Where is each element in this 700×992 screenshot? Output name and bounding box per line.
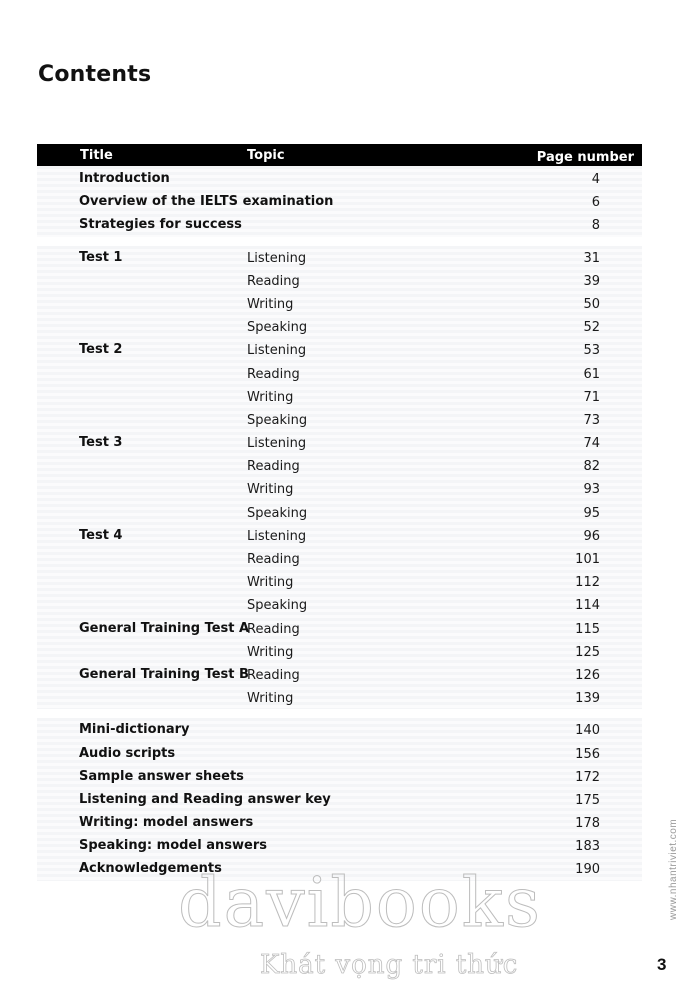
row-page: 112 [575,575,600,591]
toc-row[interactable] [37,477,642,500]
row-page: 4 [591,172,600,187]
toc-row[interactable] [37,570,642,593]
row-title: Speaking: model answers [79,838,267,854]
row-topic: Reading [247,552,300,567]
row-page: 74 [583,436,600,452]
toc-row[interactable] [37,617,642,640]
contents-table [37,144,642,881]
header-title: Title [80,148,113,163]
header-page-number: Page number [536,150,634,165]
toc-row[interactable] [37,338,642,361]
toc-row[interactable] [37,593,642,616]
row-topic: Writing [247,389,294,405]
group-front-matter [37,166,642,237]
row-topic: Writing [247,296,294,312]
row-topic: Speaking [247,412,308,428]
toc-row[interactable] [37,408,642,431]
row-page: 61 [583,366,600,382]
row-topic: Speaking [247,320,308,336]
header-topic: Topic [247,148,285,163]
toc-row[interactable] [37,454,642,477]
toc-row[interactable] [37,269,642,292]
row-topic: Listening [247,250,307,266]
toc-row[interactable] [37,362,642,385]
row-title: General Training Test B [79,666,249,682]
row-title: Acknowledgements [79,861,222,877]
row-title: Listening and Reading answer key [79,791,331,807]
toc-row[interactable] [37,315,642,338]
row-page: 39 [583,273,600,289]
row-page: 31 [583,250,600,266]
row-title: Mini-dictionary [79,722,190,738]
group-back-matter [37,718,642,880]
row-title: Writing: model answers [79,815,254,831]
row-title: Test 4 [79,527,123,543]
row-page: 114 [575,598,600,614]
row-page: 125 [575,644,600,660]
row-page: 96 [583,528,600,544]
toc-row-speaking-model-answers[interactable] [37,834,642,857]
toc-row[interactable] [37,686,642,709]
toc-row[interactable] [37,501,642,524]
row-page: 115 [575,621,600,637]
row-page: 172 [575,769,600,785]
row-title: Strategies for success [79,217,242,233]
row-page: 6 [591,195,600,211]
row-topic: Listening [247,436,307,452]
row-topic: Reading [247,366,300,382]
toc-row-overview[interactable] [37,190,642,213]
row-page: 53 [583,343,600,359]
row-topic: Writing [247,575,294,591]
toc-row[interactable] [37,640,642,663]
page-number: 3 [657,955,667,974]
row-page: 175 [575,792,600,808]
toc-row[interactable] [37,431,642,454]
toc-row-audio-scripts[interactable] [37,742,642,765]
row-page: 52 [583,320,600,336]
row-page: 93 [583,482,600,498]
row-page: 126 [575,667,600,683]
row-title: General Training Test A [79,620,250,636]
row-topic: Reading [247,459,300,475]
row-page: 190 [575,862,600,878]
row-title: Introduction [79,171,170,186]
row-title: Sample answer sheets [79,768,244,784]
row-page: 156 [575,746,600,762]
row-page: 8 [591,218,600,234]
page-title: Contents [38,62,152,87]
row-topic: Listening [247,343,307,359]
row-topic: Reading [247,621,300,637]
toc-row[interactable] [37,246,642,269]
toc-row-strategies[interactable] [37,213,642,236]
toc-row[interactable] [37,385,642,408]
row-topic: Listening [247,528,307,544]
row-page: 95 [583,505,600,521]
row-topic: Speaking [247,505,308,521]
row-title: Test 1 [79,249,123,265]
toc-row-sample-answer-sheets[interactable] [37,765,642,788]
row-title: Test 3 [79,435,123,451]
toc-row[interactable] [37,547,642,570]
watermark-brand: davibooks [178,864,542,943]
row-page: 101 [575,552,600,567]
row-page: 73 [583,412,600,428]
row-topic: Reading [247,667,300,683]
row-page: 82 [583,459,600,475]
row-title: Test 2 [79,342,123,358]
row-topic: Writing [247,482,294,498]
row-topic: Speaking [247,598,308,614]
toc-row[interactable] [37,524,642,547]
watermark-slogan: Khát vọng tri thức [260,950,519,980]
row-page: 178 [575,816,600,832]
row-page: 71 [583,389,600,405]
row-title: Audio scripts [79,745,176,761]
toc-row-writing-model-answers[interactable] [37,811,642,834]
toc-row[interactable] [37,663,642,686]
row-page: 50 [583,296,600,312]
row-page: 139 [575,691,600,707]
row-page: 140 [575,723,600,739]
toc-row-introduction[interactable] [37,167,642,190]
row-topic: Reading [247,273,300,289]
toc-row-answer-key[interactable] [37,788,642,811]
row-page: 183 [575,839,600,855]
side-url-text: www.nhantriviet.com [668,818,679,920]
toc-row-acknowledgements[interactable] [37,857,642,880]
row-title: Overview of the IELTS examination [79,194,334,210]
row-topic: Writing [247,644,294,660]
group-divider [37,709,642,718]
table-header [37,144,642,166]
toc-row[interactable] [37,292,642,315]
row-topic: Writing [247,691,294,707]
group-tests [37,246,642,710]
group-divider [37,237,642,246]
toc-row-mini-dictionary[interactable] [37,718,642,741]
